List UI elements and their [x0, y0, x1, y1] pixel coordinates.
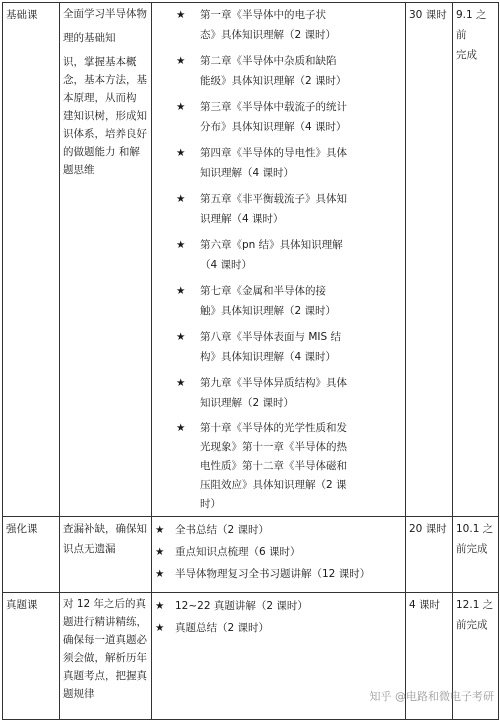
- star-icon: ★: [176, 101, 186, 113]
- hours-cell: 4 课时: [406, 593, 453, 720]
- list-item: ★ 第十章《半导体的光学性质和发 光现象》第十一章《半导体的热 电性质》第十二章《半导体磁和 压阻效应》具体知识理解（2 课 时）: [176, 419, 402, 514]
- course-content-cell: [152, 593, 406, 720]
- list-item: ★ 第一章《半导体中的电子状 态》具体知识理解（2 课时）: [176, 5, 402, 45]
- course-content-cell: [152, 517, 406, 593]
- course-type-cell: 真题课: [3, 593, 60, 720]
- list-item: ★ 半导体物理复习全书习题讲解（12 课时）: [155, 563, 402, 585]
- list-item: ★ 第八章《半导体表面与 MIS 结 构》具体知识理解（4 课时）: [176, 327, 402, 367]
- list-item: ★ 第二章《半导体中杂质和缺陷 能级》具体知识理解（2 课时）: [176, 51, 402, 91]
- list-item: ★ 第六章《pn 结》具体知识理解 （4 课时）: [176, 235, 402, 275]
- star-icon: ★: [155, 546, 165, 558]
- deadline-cell: 10.1 之 前完成: [453, 517, 499, 593]
- list-item: ★ 12~22 真题讲解（2 课时）: [155, 595, 402, 617]
- course-type-cell: 基础课: [3, 3, 60, 517]
- list-item: ★ 第七章《金属和半导体的接 触》具体知识理解（2 课时）: [176, 281, 402, 321]
- table-row: [3, 3, 499, 517]
- star-icon: ★: [155, 600, 165, 612]
- course-schedule-table: [2, 2, 499, 720]
- star-icon: ★: [176, 377, 186, 389]
- star-icon: ★: [176, 422, 186, 434]
- star-icon: ★: [176, 285, 186, 297]
- star-icon: ★: [176, 239, 186, 251]
- star-icon: ★: [155, 622, 165, 634]
- list-item: ★ 第九章《半导体异质结构》具体 知识理解（2 课时）: [176, 373, 402, 413]
- list-item: ★ 第三章《半导体中载流子的统计 分布》具体知识理解（4 课时）: [176, 97, 402, 137]
- deadline-cell: 9.1 之前 完成: [453, 3, 499, 517]
- star-icon: ★: [176, 331, 186, 343]
- list-item: ★ 全书总结（2 课时）: [155, 519, 402, 541]
- course-goal-cell: 对 12 年之后的真 题进行精讲精练， 确保每一道真题必 须会做，解析历年 真题考点，把握真 题规律: [60, 593, 152, 720]
- list-item: ★ 第四章《半导体的导电性》具体 知识理解（4 课时）: [176, 143, 402, 183]
- hours-cell: 30 课时: [406, 3, 453, 517]
- list-item: ★ 第五章《非平衡载流子》具体知 识理解（4 课时）: [176, 189, 402, 229]
- watermark: 知乎 @电路和微电子考研: [369, 690, 494, 703]
- star-icon: ★: [155, 524, 165, 536]
- course-content-cell: [152, 3, 406, 517]
- star-icon: ★: [176, 147, 186, 159]
- course-goal-cell: 全面学习半导体物 理的基础知 识，掌握基本概 念，基本方法，基 本原理，从而构 建知识树，形成知 识体系，培养良好 的做题能力 和解 题思维: [60, 3, 152, 517]
- star-icon: ★: [176, 9, 186, 21]
- star-icon: ★: [176, 193, 186, 205]
- course-goal-cell: 查漏补缺，确保知 识点无遗漏: [60, 517, 152, 593]
- course-type-cell: 强化课: [3, 517, 60, 593]
- table-row: [3, 517, 499, 593]
- star-icon: ★: [176, 55, 186, 67]
- star-icon: ★: [155, 568, 165, 580]
- hours-cell: 20 课时: [406, 517, 453, 593]
- list-item: ★ 真题总结（2 课时）: [155, 617, 402, 639]
- list-item: ★ 重点知识点梳理（6 课时）: [155, 541, 402, 563]
- deadline-cell: 12.1 之 前完成: [453, 593, 499, 720]
